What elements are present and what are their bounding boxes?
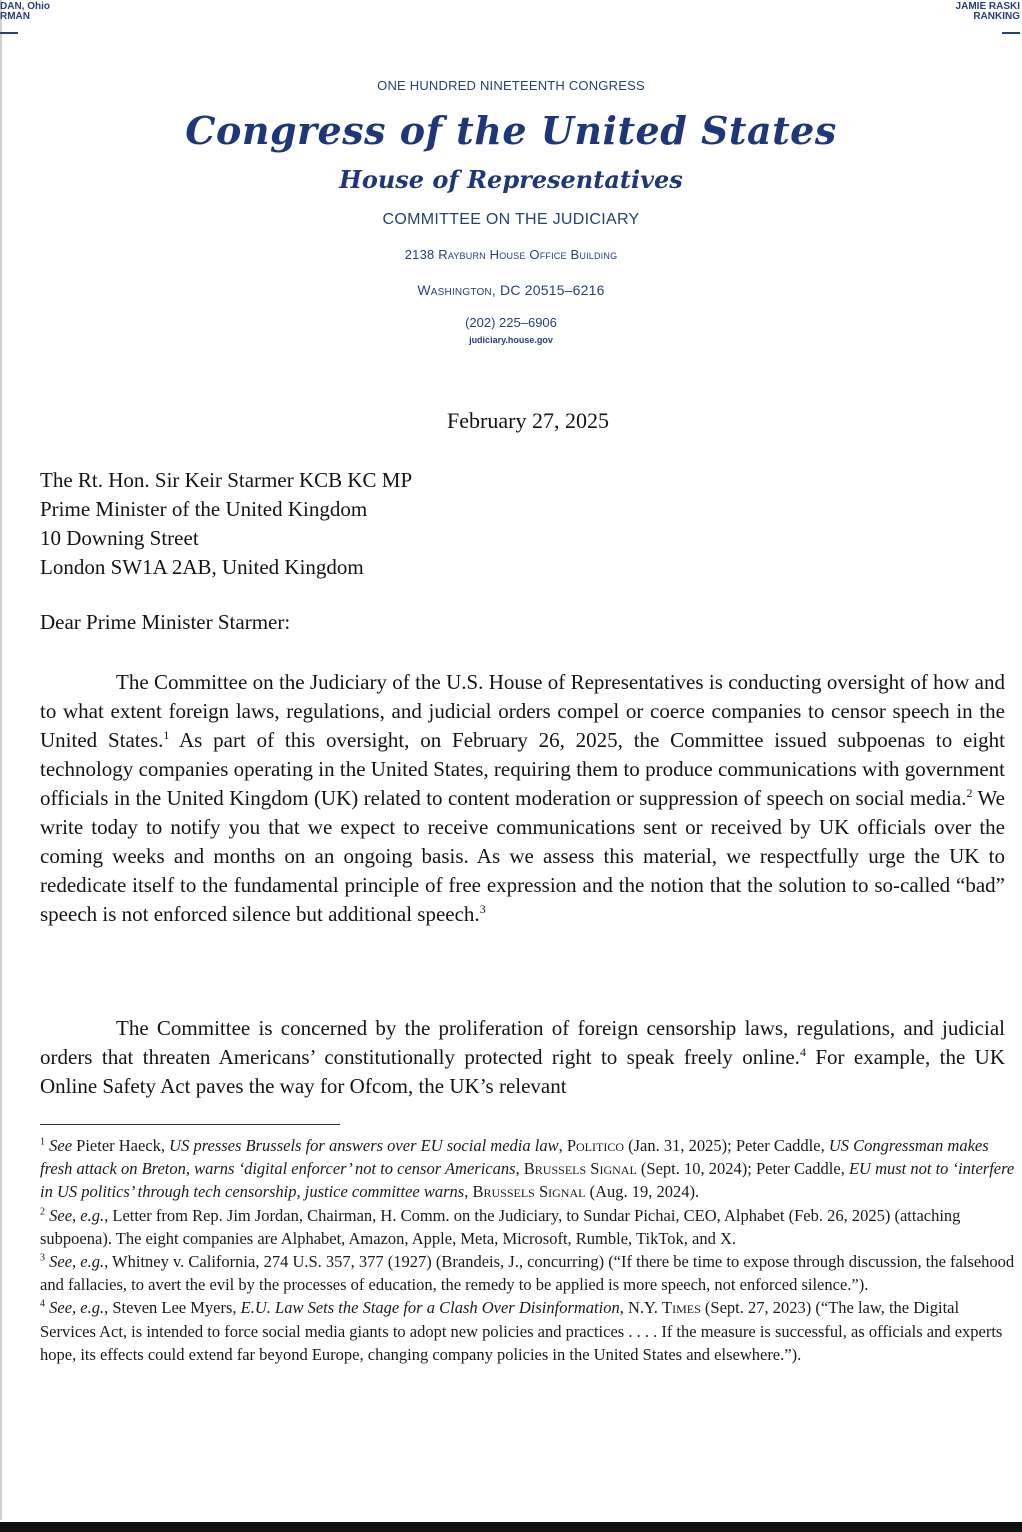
body-paragraph-1 [40,668,1005,929]
ranking-member-name: JAMIE RASKI [955,1,1020,12]
footnote-1 [40,1134,1015,1204]
chairman-divider [0,32,18,34]
footnote-text: (Sept. 27, 2023) (“The law, the Digital Services Act, is intended to force social media giants to adopt new policies and practices . . . . If the measure is successful, as officials and experts hope, its effects could extend far beyond Europe, changing company policies in the United States and elsewhere.”). [40,1298,1003,1364]
footnote-number: 3 [40,1252,45,1264]
letterhead-city: Washington, DC 20515–6216 [417,282,605,298]
salutation: Dear Prime Minister Starmer: [40,610,291,634]
letter-date: February 27, 2025 [447,408,609,433]
chairman-name: DAN, Ohio [0,1,50,12]
footnote-title: US presses Brussels for answers over EU social media law [169,1136,559,1155]
recipient-line: The Rt. Hon. Sir Keir Starmer KCB KC MP [40,468,413,492]
footnotes [40,1134,1015,1366]
body-text: For example, the UK Online Safety Act paves the way for Ofcom, the UK’s relevant [40,1045,1005,1098]
footnote-source: Times [662,1298,701,1318]
letterhead-website: judiciary.house.gov [469,335,553,345]
letterhead-committee: COMMITTEE ON THE JUDICIARY [382,211,640,228]
footnote-ref: 3 [479,902,486,916]
footnote-number: 4 [40,1298,45,1310]
footnote-signal: See, e.g. [49,1252,105,1272]
footnote-signal: See [49,1136,73,1155]
footnote-3 [40,1250,1015,1296]
letterhead-phone: (202) 225–6906 [465,315,557,330]
footnote-2 [40,1204,1015,1250]
footnote-4 [40,1296,1015,1366]
footnote-text: (Sept. 10, 2024); Peter Caddle, [636,1159,849,1179]
footnote-text: Pieter Haeck, [72,1136,170,1155]
body-text: The Committee on the Judiciary of the U.S. House of Representatives is conducting oversight of how and to what extent foreign laws, regulations, and judicial orders compel or coerce companies to censor speech in the United States. [40,670,1005,752]
footnote-text: , Steven Lee Myers, [104,1298,241,1318]
footnote-text: , Whitney v. California, 274 U.S. 357, 377 (1927) (Brandeis, J., concurring) (“If there be time to expose through discussion, the falsehood and fallacies, to avert the evil by the processes of education, the remedy to be applied is more speech, not enforced silence.”). [40,1252,1015,1295]
footnote-number: 2 [40,1206,45,1218]
ranking-member-title: RANKING [973,11,1020,22]
footnote-text: , [558,1136,567,1155]
bottom-bar [0,1522,1022,1532]
footnote-source: Politico [566,1136,624,1155]
chairman-title: RMAN [0,11,30,22]
footnote-title: US Congressman makes fresh attack on Breton, warns ‘digital enforcer’ not to censor Americans [40,1136,989,1179]
footnote-text: , [515,1159,524,1179]
letterhead-house: House of Representatives [339,165,683,194]
body-text: We write today to notify you that we expect to receive communications sent or received by UK officials over the coming weeks and months on an ongoing basis. As we assess this material, we respectfully urge the UK to rededicate itself to the fundamental principle of free expression and the notion that the solution to so-called “bad” speech is not enforced silence but additional speech. [40,786,1005,926]
body-text: As part of this oversight, on February 26, 2025, the Committee issued subpoenas to eight technology companies operating in the United States, requiring them to produce communications with government officials in the United Kingdom (UK) related to content moderation or suppression of speech on social media. [40,728,1005,810]
body-paragraph-2 [40,1014,1005,1101]
footnote-text: (Jan. 31, 2025); Peter Caddle, [624,1136,829,1155]
chairman-corner [0,2,50,34]
body-text: The Committee is concerned by the proliferation of foreign censorship laws, regulations, and judicial orders that threaten Americans’ constitutionally protected right to speak freely online. [40,1016,1005,1069]
footnote-signal: See, e.g. [49,1205,105,1225]
letterhead-address: 2138 Rayburn House Office Building [404,247,618,262]
recipient-block [40,466,412,582]
footnote-divider [40,1124,340,1125]
footnote-signal: See, e.g. [49,1298,105,1318]
footnote-ref: 2 [966,786,973,800]
recipient-line: Prime Minister of the United Kingdom [40,497,368,521]
footnote-title: E.U. Law Sets the Stage for a Clash Over Disinformation [240,1298,620,1318]
footnote-text: , Letter from Rep. Jim Jordan, Chairman, H. Comm. on the Judiciary, to Sundar Pichai, CEO, Alphabet (Feb. 26, 2025) (attaching subpoena). The eight companies are Alphabet, Amazon, Apple, Meta, Microsoft, Rumble, TikTok, and X. [40,1205,961,1248]
footnote-text: (Aug. 19, 2024). [585,1182,700,1202]
footnote-source: Brussels Signal [472,1182,586,1202]
recipient-line: 10 Downing Street [40,526,199,550]
footnote-ref: 4 [799,1045,806,1059]
footnote-title: EU must not to ‘interfere in US politics’ through tech censorship, justice committee warns [40,1159,1015,1202]
footnote-source: Brussels Signal [523,1159,637,1179]
letterhead-title: Congress of the United States [185,108,837,153]
footnote-ref: 1 [163,728,170,742]
ranking-member-corner [956,2,1020,34]
ranking-member-divider [1002,32,1020,34]
footnote-text: , [464,1182,473,1202]
footnote-text: , N.Y. [619,1298,663,1318]
congress-number: ONE HUNDRED NINETEENTH CONGRESS [377,78,645,93]
recipient-line: London SW1A 2AB, United Kingdom [40,555,364,579]
footnote-number: 1 [40,1136,45,1148]
